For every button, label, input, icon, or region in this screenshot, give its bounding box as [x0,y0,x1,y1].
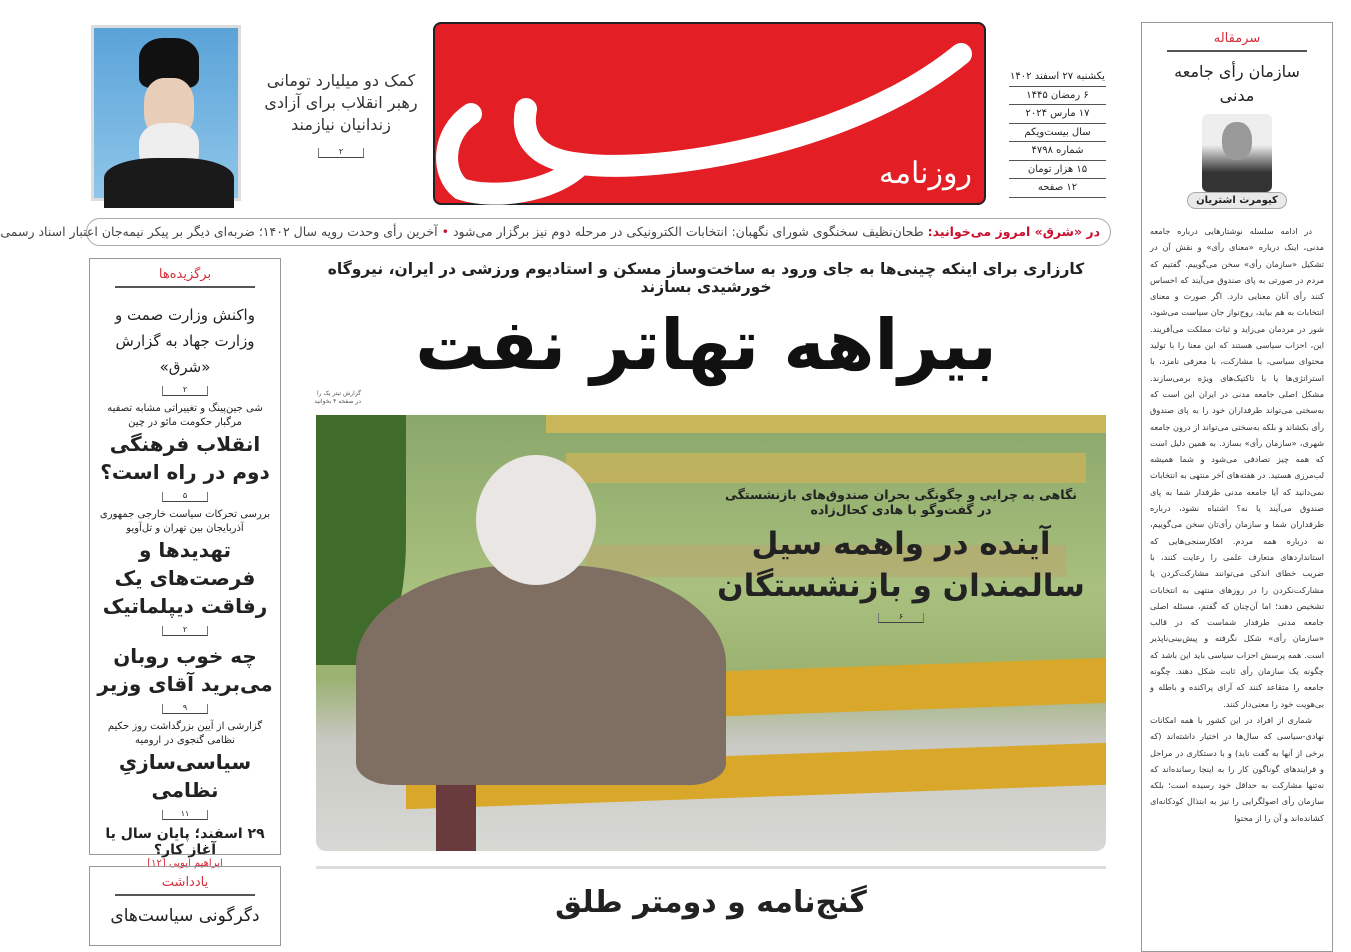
price: ۱۵ هزار تومان [1009,161,1106,180]
pick-item[interactable] [96,720,274,820]
pick-item[interactable] [96,826,274,869]
editorial-body: شماری از افراد در این کشور با همه امکانات نهادی-سیاسی که سال‌ها در اختیار داشته‌اند (که برخی از آنها به گفت ناید) و با دستکاری در مراحل و فرایندهای گوناگون کار را به اینجا رسانده‌اند که نه‌تنها مشارکت به حداقل خود رسیده است؛ بلکه سازمان رأی اصولگرایی را نیز به ابتذال کودکانه‌ای کشانده‌اند و آن را از محتوا [1150,714,1324,823]
picks-title: برگزیده‌ها [158,267,212,282]
date-hijri: ۶ رمضان ۱۴۴۵ [1009,87,1106,106]
pick-kicker: گزارشی از آیین بزرگداشت روز حکیم نظامی گنجوی در ارومیه [107,721,263,746]
pick-headline: واکنش وزارت صمت و وزارت جهاد به گزارش «شرق» [115,306,255,376]
pages: ۱۲ صفحه [1009,179,1106,198]
page-ref: ۱۱ [162,810,208,820]
photo-story-headline: آینده در واهمه سیل [751,526,1051,562]
ticker-item[interactable]: طحان‌نظیف سخنگوی شورای نگهبان: انتخابات الکترونیکی در مرحله دوم نیز برگزار می‌شود [452,224,924,239]
pick-item[interactable] [96,302,274,396]
editorial-body: در ادامه سلسله نوشتارهایی درباره جامعه مدنی، اینک درباره «معنای رأی» و نقش آن در تشکیل «سازمان رأی» سخن می‌گوییم. گفتیم که مردم در صورتی به پای صندوق می‌آیند که احساس کنند رأی آنان معنایی دارد. اگر صورت و معنای انتخابات به هم بیاید، روح‌نواز جان سیاست می‌شود، شور در مردمان می‌زاید و ثبات مملکت می‌آفریند. این، احزاب سیاسی هستند که این معنا را با تولید محتوای سیاسی، با مشارکت، با معرفی نامزد، با استراتژی‌ها یا با تاکتیک‌های ویژه برمی‌سازند. مشکل اصلی جامعه مدنی در ایران این است که به‌سختی می‌تواند طرفداران خود را به پای صندوق رأی بکشاند و بلکه به‌سختی می‌تواند از درون جامعه شهری، «سازمان رأی» بسازد. به همین دلیل است که همه چیز تصادفی می‌شود و شما همیشه لب‌مرزی هستید. در هفته‌های آخر منتهی به انتخابات نمی‌دانید که آیا جامعه مدنی طرفدار شما به پای صندوق می‌آیند یا نه؟ اشتباه نشود، درباره طرفداران شما و سازمان رأی‌تان سخن می‌گوییم، نه درباره همه مردم. افکارسنجی‌هایی که استانداردهای متعارف علمی را رعایت کنند، با ضریب خطای اندکی می‌توانند مشارکت‌کردن یا مشارکت‌نکردن را در روزهای منتهی به انتخابات تشخیص دهند؛ اما آن‌چنان که گفتم، مسئله اصلی جامعه مدنی طرفدار شماست که در قالب «سازمان رأی» شکل نگرفته و پیش‌بینی‌ناپذیر است. همه پرسش احزاب سیاسی باید این باشد که چگونه یک سازمان رأی ثابت شکل دهند. چگونه جامعه را متقاعد کنند که آرای پراکنده و باطله و بی‌هویت خود را معنی‌دار کنند. [1150,226,1324,709]
photo-story-headline: سالمندان و بازنشستگان [717,568,1085,604]
editorial-section: سرمقاله [1213,31,1261,46]
pick-headline: انقلاب فرهنگی دوم در راه است؟ [100,432,270,484]
top-story[interactable] [256,70,426,164]
editorial-box [1141,22,1333,952]
pick-headline: سیاسی‌سازیِ نظامی [118,750,252,802]
leader-photo [91,25,241,201]
pick-kicker: شی جین‌پینگ و تغییراتی مشابه تصفیه مرگبار حکومت مائو در چین [107,403,263,428]
pick-headline: ۲۹ اسفند؛ پایان سال یا آغاز کار؟ [105,826,265,858]
ticker-item[interactable]: آخرین رأی وحدت رویه سال ۱۴۰۲؛ ضربه‌ای دیگر بر پیکر نیمه‌جان اعتبار اسناد رسمی [0,224,438,239]
note-headline[interactable]: دگرگونی سیاست‌های [110,906,260,926]
issue-info [1009,68,1106,198]
pick-kicker: بررسی تحرکات سیاست خارجی جمهوری آذربایجان بین تهران و تل‌آویو [99,509,271,534]
date-shamsi: یکشنبه ۲۷ اسفند ۱۴۰۲ [1009,68,1106,87]
sub-logo: روزنامه [878,156,972,191]
pick-item[interactable] [96,402,274,502]
photo-story-kicker: نگاهی به چرایی و چگونگی بحران صندوق‌های بازنشستگی [725,487,1077,502]
author-photo [1202,114,1272,192]
masthead-logo[interactable] [433,22,986,205]
pensioner-photo[interactable] [316,415,1106,851]
page-ref: ۲ [162,386,208,396]
lead-note: گزارش تیتر یک را در صفحه ۴ بخوانید [314,390,361,405]
note-box [89,866,281,946]
pick-headline: چه خوب روبان می‌برید آقای وزیر [97,644,273,696]
page-ref: ۲ [318,148,364,158]
issue-number: شماره ۴۷۹۸ [1009,142,1106,161]
year: سال بیست‌ویکم [1009,124,1106,143]
note-title: یادداشت [161,875,209,890]
bottom-headline[interactable]: گنج‌نامه و دومتر طلق [555,885,867,920]
ticker-label: در «شرق» امروز می‌خوانید: [927,224,1100,239]
page-ref: ۶ [878,613,924,623]
photo-story[interactable] [706,487,1096,629]
photo-story-kicker: در گفت‌وگو با هادی کحال‌زاده [810,502,992,517]
page-ref: ۵ [162,492,208,502]
lead-headline[interactable]: بیراهه تهاتر نفت [415,304,997,386]
page-ref: ۹ [162,704,208,714]
pick-item[interactable] [96,508,274,636]
lead-kicker: کارزاری برای اینکه چینی‌ها به جای ورود به ساخت‌وساز مسکن و استادیوم ورزشی در ایران، نیروگاه خورشیدی بسازند [327,260,1085,296]
date-gregorian: ۱۷ مارس ۲۰۲۴ [1009,105,1106,124]
editorial-title[interactable]: سازمان رأی جامعه مدنی [1174,62,1300,105]
page-ref: ۲ [162,626,208,636]
pick-item[interactable] [96,642,274,714]
ticker-separator: • [441,224,449,239]
top-story-title: کمک دو میلیارد تومانی رهبر انقلاب برای آزادی زندانیان نیازمند [264,71,418,134]
editorial-author: کیومرث اشتریان [1187,192,1287,209]
ticker[interactable] [0,218,1111,246]
picks-box [89,258,281,869]
pick-author: ابراهیم ایوبی [۱۲] [147,858,223,869]
pick-headline: تهدیدها و فرصت‌های یک رفاقت دیپلماتیک [102,538,268,618]
